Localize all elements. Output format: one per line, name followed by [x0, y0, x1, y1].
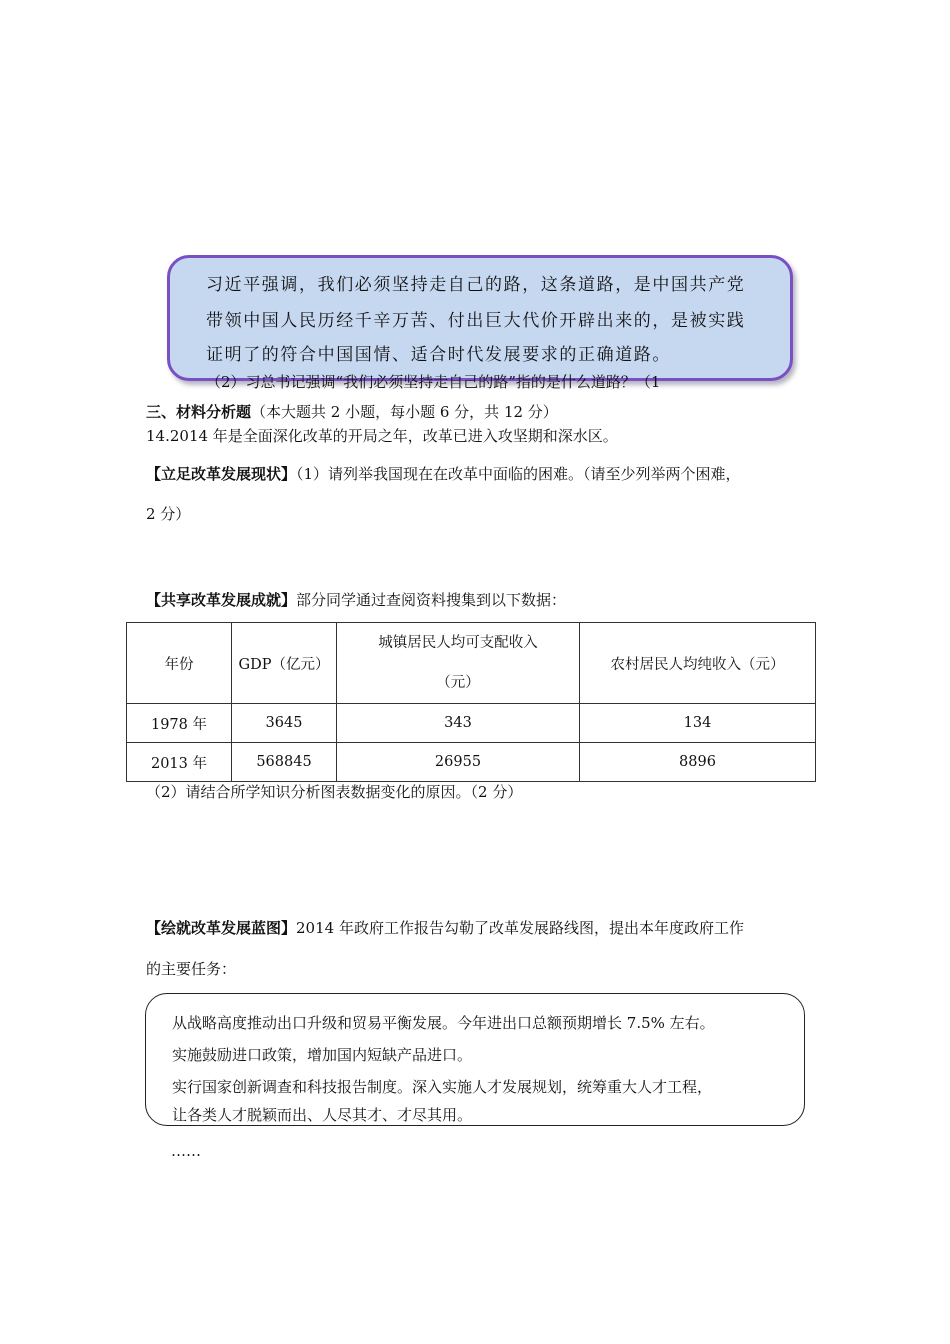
part-3-line [146, 917, 744, 938]
table-row [127, 704, 816, 743]
cell-gdp: 568845 [232, 743, 337, 782]
header-urban-income-line-1: 城镇居民人均可支配收入 [378, 635, 538, 651]
part-3-text: 2014 年政府工作报告勾勒了改革发展路线图，提出本年度政府工作 [296, 919, 744, 937]
cell-rural-income: 8896 [580, 743, 816, 782]
tasks-ellipsis: …… [171, 1142, 201, 1160]
part-3-line-2: 的主要任务： [146, 960, 237, 978]
cell-gdp: 3645 [232, 704, 337, 743]
table-row [127, 743, 816, 782]
cell-year: 1978 年 [127, 704, 232, 743]
cell-urban-income: 343 [337, 704, 580, 743]
part-3-label: 【绘就改革发展蓝图】 [146, 919, 297, 937]
task-line-3: 实行国家创新调查和科技报告制度。深入实施人才发展规划，统筹重大人才工程， [172, 1078, 713, 1096]
part-1-line-2: 2 分） [146, 505, 191, 523]
tasks-box [145, 993, 805, 1126]
task-line-2: 实施鼓励进口政策，增加国内短缺产品进口。 [172, 1046, 473, 1064]
question-2b-text: （2）请结合所学知识分析图表数据变化的原因。（2 分） [146, 783, 523, 801]
quote-box [167, 255, 793, 381]
header-rural-income: 农村居民人均纯收入（元） [580, 623, 816, 704]
quote-line-3: 证明了的符合中国国情、适合时代发展要求的正确道路。 [206, 345, 671, 365]
cell-urban-income: 26955 [337, 743, 580, 782]
quote-line-2: 带领中国人民历经千辛万苦、付出巨大代价开辟出来的，是被实践 [206, 311, 746, 331]
cell-year: 2013 年 [127, 743, 232, 782]
part-2-line [146, 589, 566, 610]
cell-rural-income: 134 [580, 704, 816, 743]
part-2-text: 部分同学通过查阅资料搜集到以下数据： [296, 591, 567, 609]
table-header-row [127, 623, 816, 704]
section-3-note: （本大题共 2 小题，每小题 6 分，共 12 分） [251, 403, 558, 421]
task-line-4: 让各类人才脱颖而出、人尽其才、才尽其用。 [172, 1106, 473, 1124]
header-urban-income [337, 623, 580, 704]
task-line-1: 从战略高度推动出口升级和贸易平衡发展。今年进出口总额预期增长 7.5% 左右。 [172, 1014, 715, 1032]
section-3-heading [146, 401, 558, 422]
section-3-title: 三、材料分析题 [146, 403, 252, 421]
quote-line-1: 习近平强调，我们必须坚持走自己的路，这条道路，是中国共产党 [206, 275, 746, 295]
part-1-text: （1）请列举我国现在在改革中面临的困难。（请至少列举两个困难， [296, 465, 741, 483]
income-table [126, 622, 816, 782]
question-14-text: 14.2014 年是全面深化改革的开局之年，改革已进入攻坚期和深水区。 [146, 427, 618, 445]
header-gdp: GDP（亿元） [232, 623, 337, 704]
part-1-label: 【立足改革发展现状】 [146, 465, 297, 483]
header-year: 年份 [127, 623, 232, 704]
part-1-line [146, 463, 741, 484]
part-2-label: 【共享改革发展成就】 [146, 591, 297, 609]
question-2-text: （2）习总书记强调“我们必须坚持走自己的路”指的是什么道路？（1 [206, 373, 661, 391]
header-urban-income-line-2: （元） [436, 675, 480, 691]
